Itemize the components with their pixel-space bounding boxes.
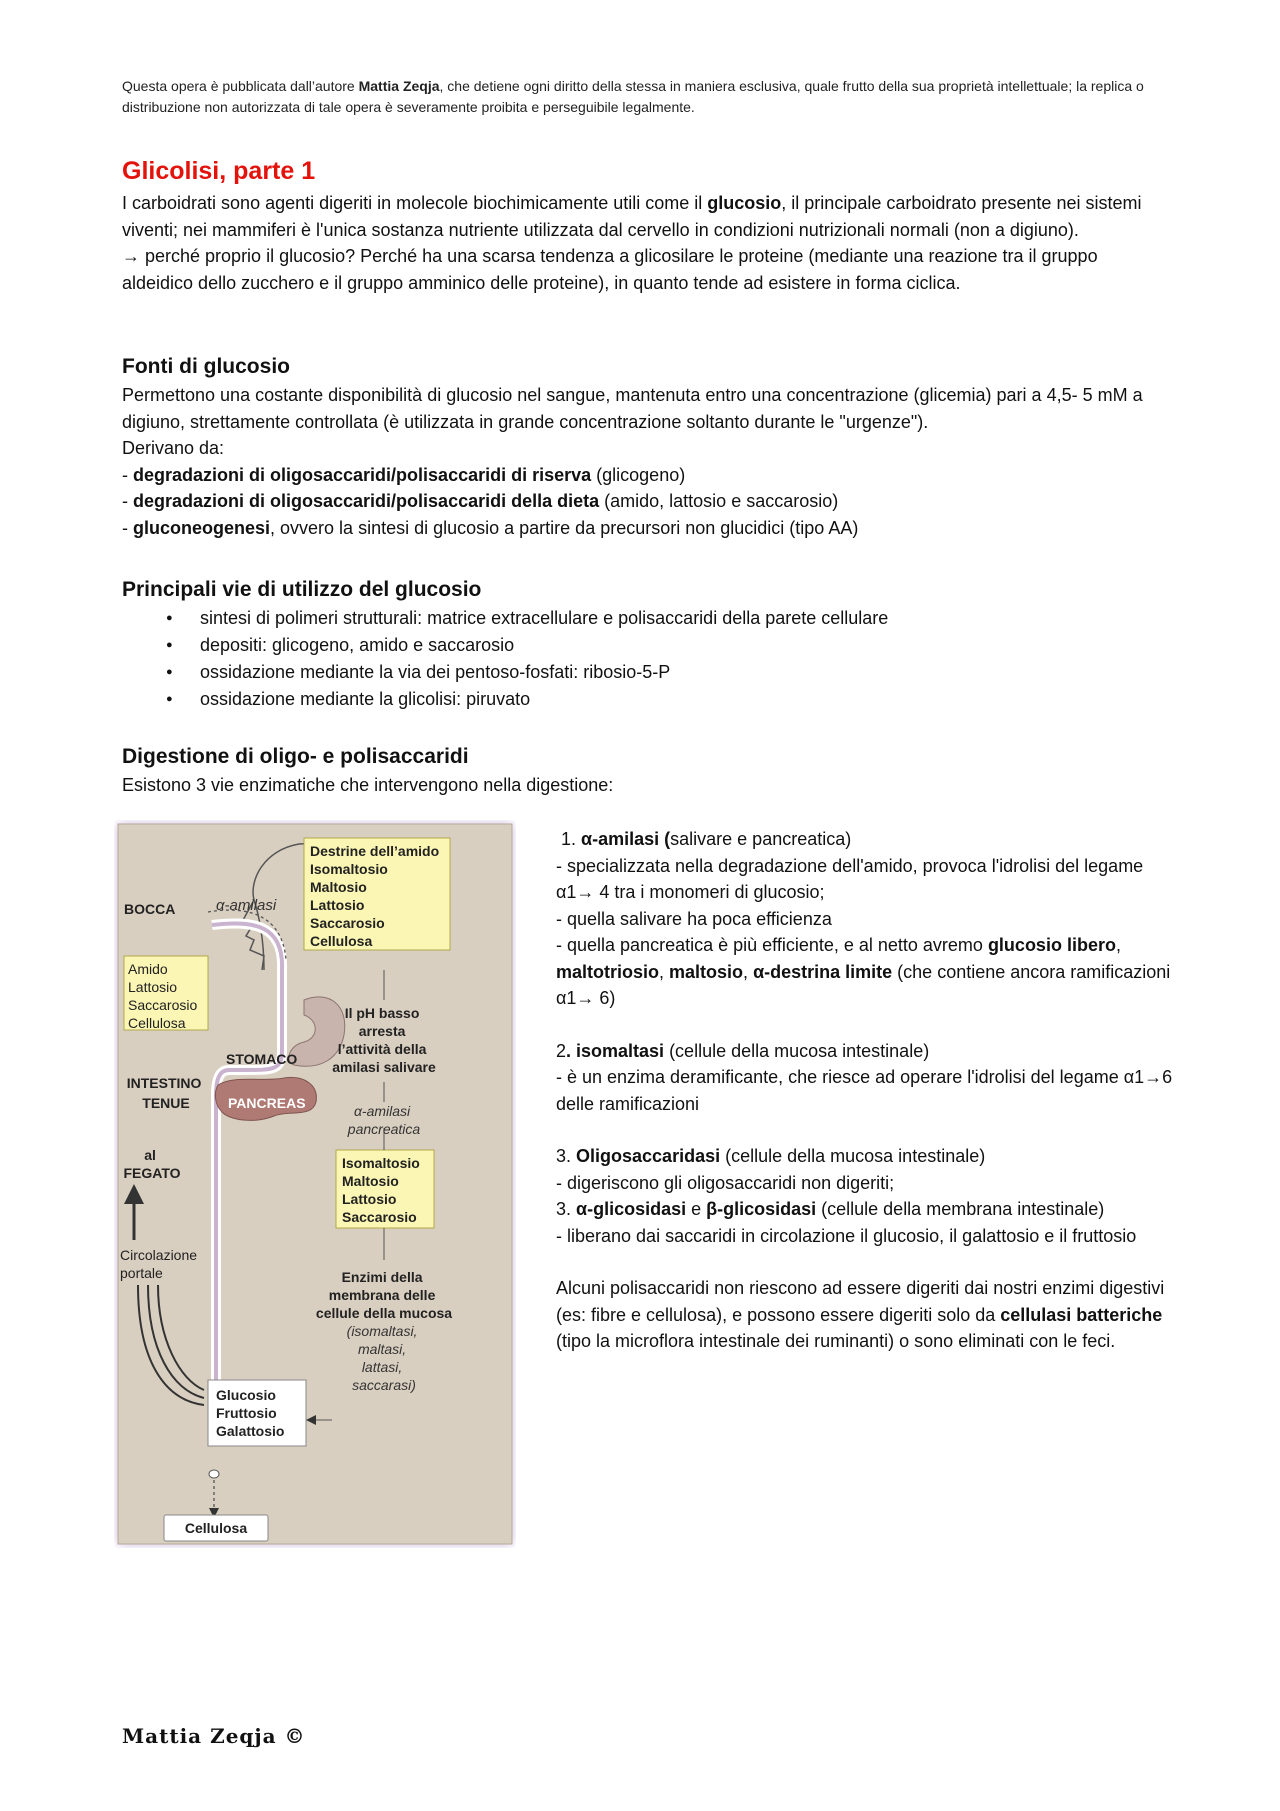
enzyme-line: - liberano dai saccaridi in circolazione il glucosio, il galattosio e il fruttosio [556, 1225, 1137, 1246]
text: , [1115, 935, 1121, 955]
enzymes-column [556, 826, 1176, 1355]
text: , ovvero la sintesi di glucosio a partire da precursori non glucidici (tipo AA) [270, 517, 859, 538]
box-line: Cellulosa [128, 1015, 186, 1031]
pellet [209, 1470, 219, 1478]
list-item: ● sintesi di polimeri strutturali: matrice extracellulare e polisaccaridi della parete cellulare [166, 605, 1162, 632]
bold-text: maltotriosio [556, 961, 660, 982]
enzyme-line: - specializzata nella degradazione dell'amido, provoca l'idrolisi del legame α1→ 4 tra i monomeri di glucosio; [556, 855, 1144, 902]
enzyme-title [556, 1143, 1176, 1170]
intestino-line: TENUE [142, 1095, 190, 1111]
bold-text: maltosio [669, 961, 744, 982]
enzyme-title [556, 1038, 1176, 1065]
circolazione-line: portale [120, 1265, 163, 1281]
enzimi-line: Enzimi della [341, 1269, 423, 1285]
digestione-section [122, 742, 1162, 799]
notice-text: Questa opera è pubblicata dall’autore [122, 78, 359, 94]
enzyme-line [556, 932, 1176, 1012]
fonti-section [122, 352, 1162, 541]
enzyme-line: - è un enzima deramificante, che riesce ad operare l'idrolisi del legame α1→6 delle ramificazioni [556, 1067, 1173, 1114]
box-line: Isomaltosio [310, 861, 388, 877]
box-line: Fruttosio [216, 1405, 277, 1421]
vie-section [122, 575, 1162, 713]
box-line: Saccarosio [310, 915, 385, 931]
notice-author: Mattia Zeqja [358, 78, 440, 94]
label-cellulosa: Cellulosa [184, 1520, 248, 1536]
box-line: Saccarosio [128, 997, 198, 1013]
bold-text: α-glicosidasi [576, 1199, 687, 1219]
text: (cellule della mucosa intestinale) [720, 1146, 986, 1166]
text: 3. [556, 1199, 577, 1219]
box-line: Glucosio [216, 1387, 276, 1403]
list-item: ● ossidazione mediante la via dei pentoso-fosfati: ribosio-5-P [166, 659, 1162, 686]
text: , il principale carboidrato presente nei sistemi viventi; nei mammiferi è l'unica sostanza nutriente utilizzata dal cervello in condizioni nutrizionali normali (non a digiuno). [122, 193, 1142, 240]
alpha-pancreatica-line: pancreatica [347, 1121, 421, 1137]
label-alpha-amilasi: α-amilasi [216, 897, 277, 914]
enzimi-line: membrana delle [328, 1287, 436, 1303]
text: 1. [561, 829, 582, 849]
box-line: Cellulosa [310, 933, 373, 949]
fegato-line: al [144, 1147, 156, 1163]
text: I carboidrati sono agenti digeriti in molecole biochimicamente utili come il [122, 193, 708, 213]
ph-line: amilasi salivare [332, 1059, 436, 1075]
bold-text: gluconeogenesi [133, 517, 271, 538]
text: , [659, 961, 670, 982]
enzimi-list-line: maltasi, [357, 1341, 407, 1357]
bold-text: degradazioni di oligosaccaridi/polisaccaridi della dieta [133, 491, 600, 511]
alpha-pancreatica-line: α-amilasi [353, 1103, 411, 1119]
text: - [122, 464, 133, 485]
bold-text: glucosio libero [987, 935, 1116, 955]
notice-text-end: , che detiene ogni diritto della stessa in maniera esclusiva, quale frutto della sua proprietà intellettuale; la replica o distribuzione non autorizzata di tale opera è severamente proibita e perseguibile legalmente. [122, 78, 1144, 115]
vie-heading: Principali vie di utilizzo del glucosio [122, 578, 482, 601]
ph-line: l’attività della [337, 1041, 427, 1057]
box-line: Lattosio [128, 979, 178, 995]
bold-text: β-glicosidasi [706, 1199, 817, 1219]
final-paragraph [556, 1275, 1176, 1355]
enzimi-line: cellule della mucosa [315, 1305, 453, 1321]
text: (tipo la microflora intestinale dei ruminanti) o sono eliminati con le feci. [556, 1331, 1116, 1351]
box-line: Maltosio [342, 1173, 399, 1189]
text: (cellule della mucosa intestinale) [664, 1040, 930, 1061]
intro-section [122, 190, 1162, 296]
text: , [743, 961, 754, 982]
digestione-heading: Digestione di oligo- e polisaccaridi [122, 745, 469, 768]
text: (glicogeno) [591, 464, 686, 485]
box-line: Galattosio [216, 1423, 285, 1439]
fonti-paragraph: Permettono una costante disponibilità di glucosio nel sangue, mantenuta entro una concentrazione (glicemia) pari a 4,5- 5 mM a digiuno, strettamente controllata (è utilizzata in grande concentrazione soltanto durante le "urgenze"). [122, 385, 1143, 432]
box-line: Lattosio [310, 897, 365, 913]
bold-text: α-amilasi ( [581, 829, 671, 849]
box-line: Lattosio [342, 1191, 397, 1207]
bold-text: Oligosaccaridasi [576, 1146, 721, 1166]
digestion-diagram [114, 820, 516, 1548]
text: - [122, 517, 133, 538]
box-line: Amido [128, 961, 168, 977]
page-title: Glicolisi, parte 1 [122, 157, 316, 185]
enzimi-list-line: saccarasi) [352, 1377, 416, 1393]
fonti-item [122, 488, 1162, 515]
bold-text: glucosio [707, 193, 782, 213]
label-stomaco: STOMACO [226, 1051, 298, 1067]
box-line: Saccarosio [342, 1209, 417, 1225]
enzyme-line: - quella salivare ha poca efficienza [556, 908, 832, 929]
bold-text: . isomaltasi [566, 1040, 665, 1061]
ph-line: arresta [358, 1023, 406, 1039]
circolazione-line: Circolazione [120, 1247, 198, 1263]
text: 3. [556, 1146, 577, 1166]
enzyme-title [556, 1196, 1176, 1223]
fonti-item [122, 462, 1162, 489]
text: - quella pancreatica è più efficiente, e al netto avremo [556, 935, 988, 955]
footer-author: Mattia Zeqja © [122, 1724, 306, 1748]
text: salivare e pancreatica) [670, 829, 852, 849]
list-item: ● depositi: glicogeno, amido e saccarosio [166, 632, 1162, 659]
fonti-item [122, 515, 1162, 542]
enzyme-title [556, 826, 1176, 853]
text: (amido, lattosio e saccarosio) [599, 491, 839, 511]
text: 2 [556, 1040, 567, 1061]
text: Alcuni polisaccaridi non riescono ad essere digeriti dai nostri enzimi digestivi (es: fibre e cellulosa), e possono essere digeriti solo da [556, 1278, 1165, 1325]
intestino-line: INTESTINO [126, 1075, 202, 1091]
bold-text: α-destrina limite [753, 961, 893, 982]
text: e [686, 1199, 707, 1219]
text: - [122, 491, 133, 511]
box-line: Isomaltosio [342, 1155, 420, 1171]
box-line: Destrine dell’amido [310, 843, 440, 859]
intro-paragraph [122, 190, 1162, 243]
bold-text: degradazioni di oligosaccaridi/polisaccaridi di riserva [133, 464, 592, 485]
copyright-notice [122, 76, 1162, 118]
label-bocca: BOCCA [124, 901, 176, 917]
box-line: Maltosio [310, 879, 367, 895]
box-bottom-text [216, 1387, 284, 1439]
fonti-heading: Fonti di glucosio [122, 355, 290, 378]
ph-line: Il pH basso [344, 1005, 420, 1021]
enzimi-list-line: (isomaltasi, [346, 1323, 418, 1339]
enzimi-list-line: lattasi, [361, 1359, 403, 1375]
fonti-derivano: Derivano da: [122, 438, 225, 458]
enzyme-line: - digeriscono gli oligosaccaridi non digeriti; [556, 1172, 895, 1193]
text: (cellule della membrana intestinale) [816, 1199, 1105, 1219]
label-pancreas: PANCREAS [228, 1095, 306, 1111]
text: (che contiene ancora ramificazioni α1→ 6) [556, 961, 1171, 1008]
bold-text: cellulasi batteriche [1000, 1304, 1163, 1325]
digestione-intro: Esistono 3 vie enzimatiche che intervengono nella digestione: [122, 775, 614, 795]
list-item: ● ossidazione mediante la glicolisi: piruvato [166, 686, 1162, 713]
vie-list [122, 605, 1162, 713]
fegato-line: FEGATO [123, 1165, 181, 1181]
intro-question: → perché proprio il glucosio? Perché ha una scarsa tendenza a glicosilare le proteine (mediante una reazione tra il gruppo aldeidico dello zucchero e il gruppo amminico delle proteine), in quanto tende ad esistere in forma ciclica. [122, 246, 1098, 293]
